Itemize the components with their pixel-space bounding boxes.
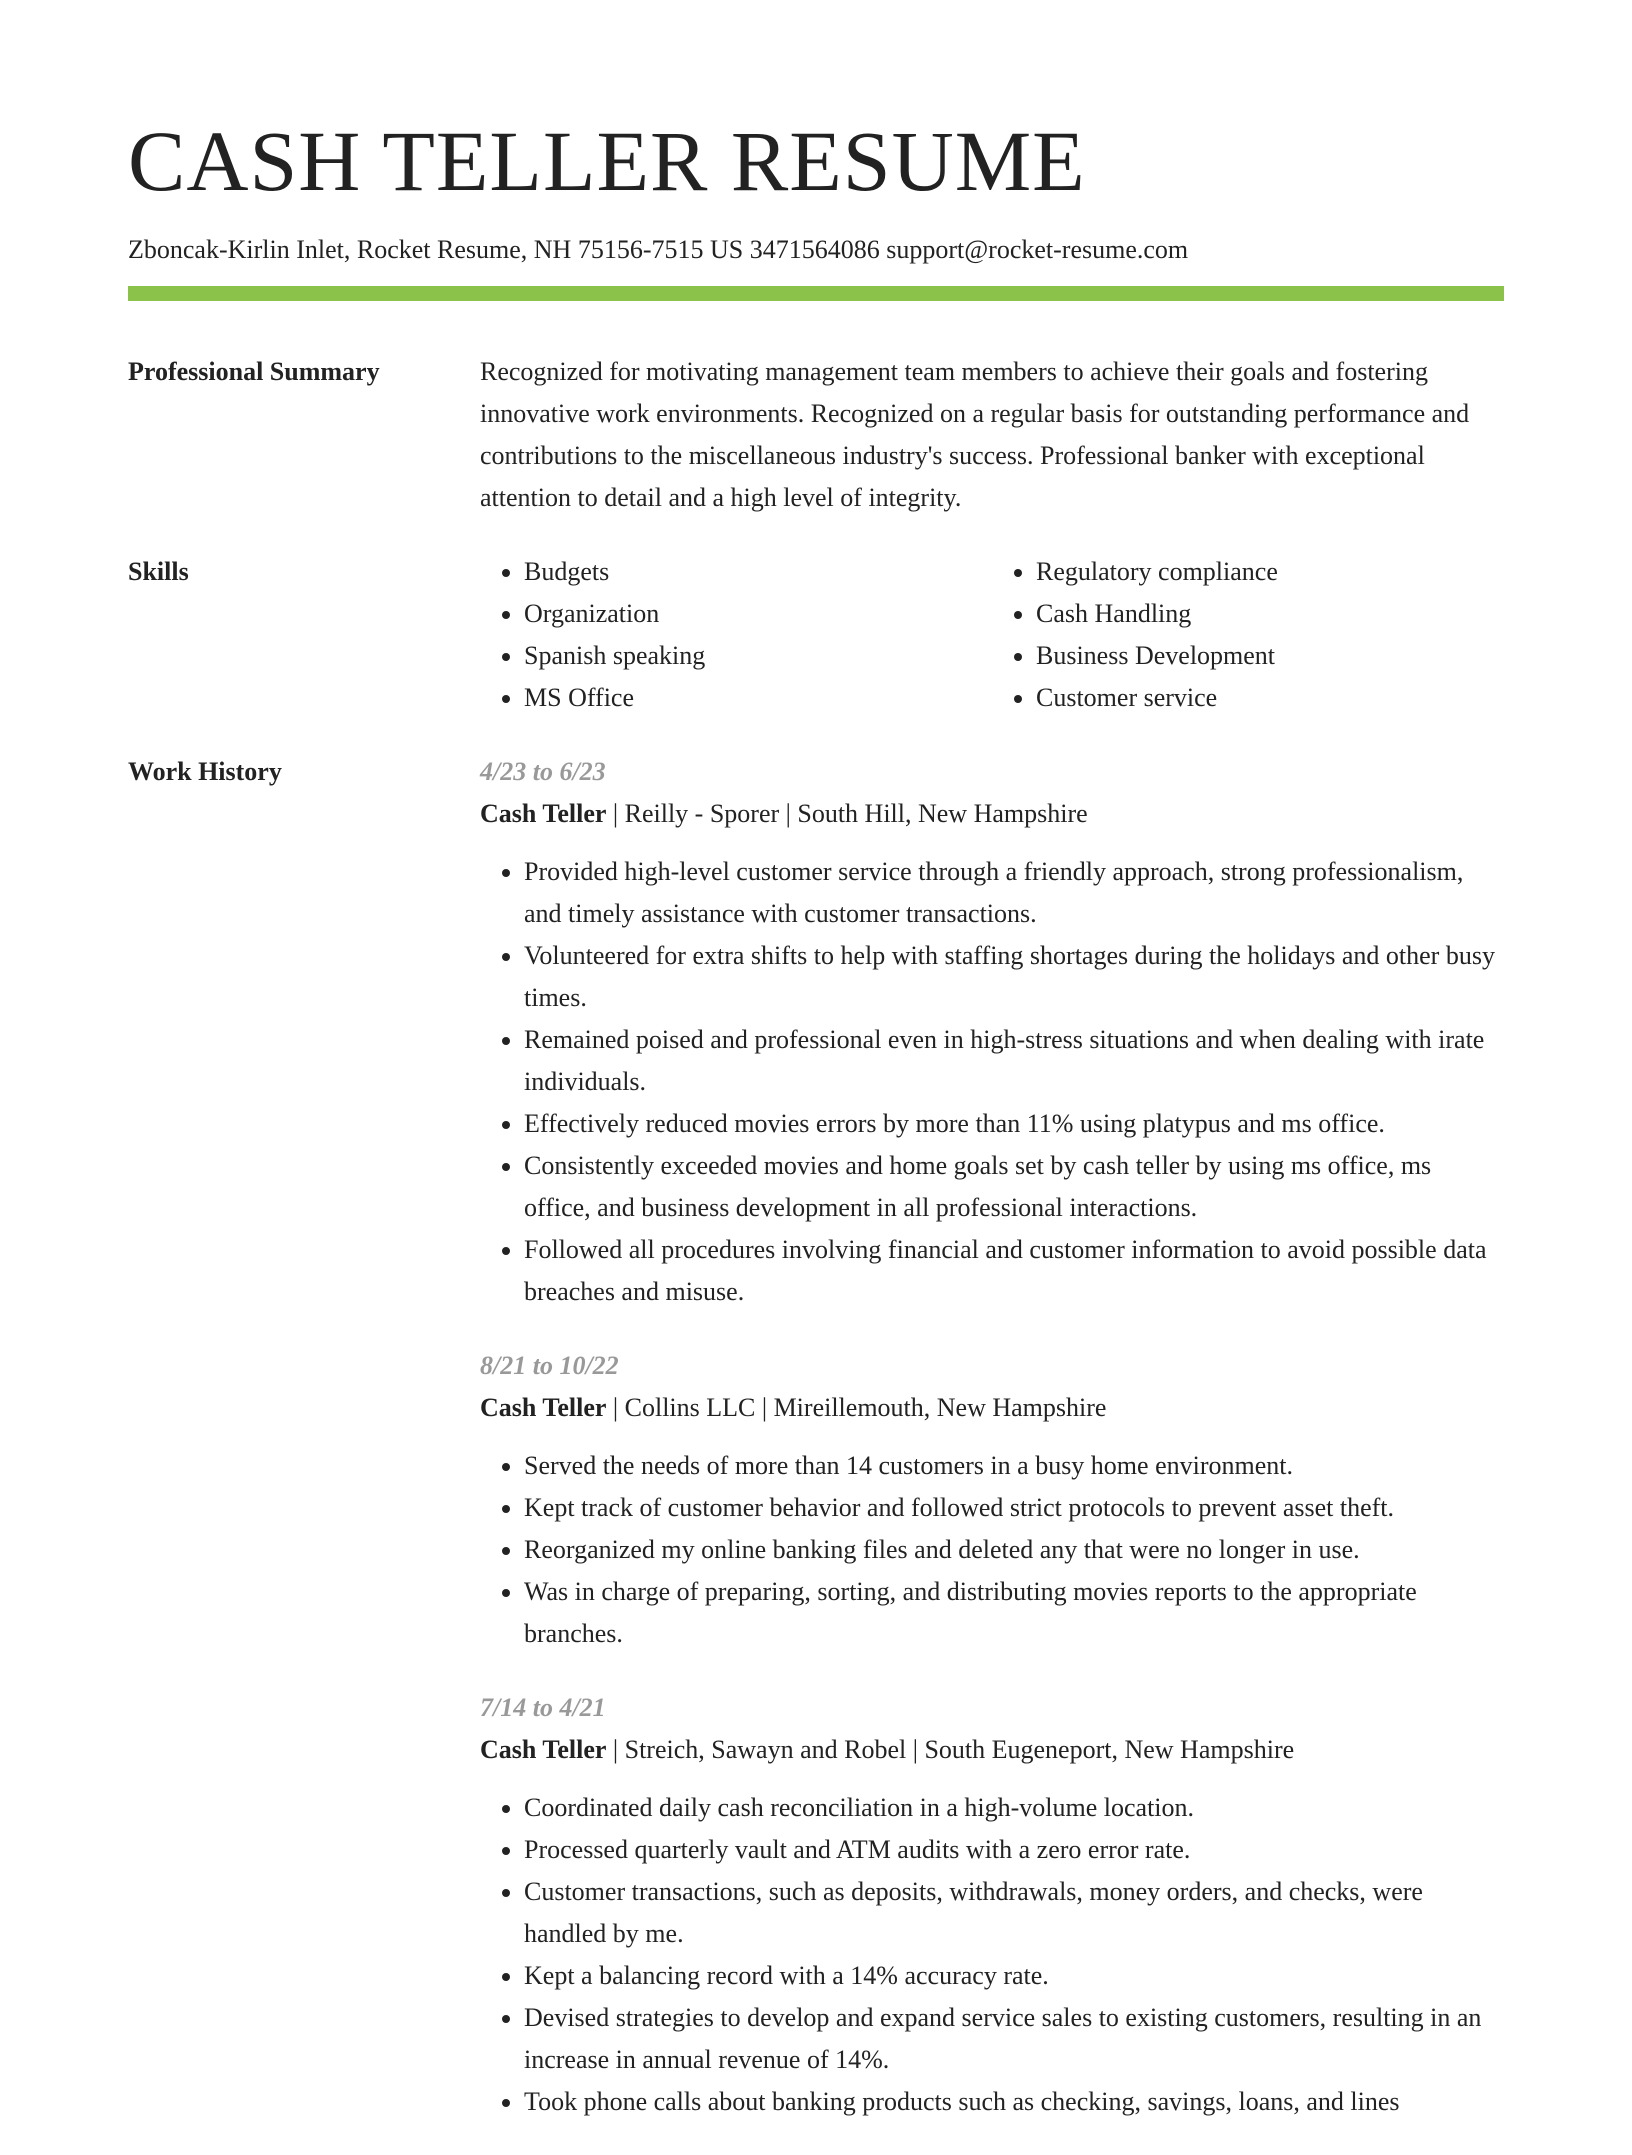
job-bullets bbox=[480, 1445, 1504, 1655]
resume-title: CASH TELLER RESUME bbox=[128, 113, 1086, 209]
skills-body bbox=[480, 551, 1504, 719]
skill-item: • Spanish speaking bbox=[524, 635, 992, 677]
job-employer-location: | Collins LLC | Mireillemouth, New Hampshire bbox=[606, 1393, 1107, 1422]
work-history-section bbox=[128, 751, 1504, 2123]
job-entry bbox=[480, 751, 1504, 1313]
job-title-line bbox=[480, 1387, 1504, 1429]
job-title-line bbox=[480, 1729, 1504, 1771]
accent-divider bbox=[128, 286, 1504, 301]
summary-label: Professional Summary bbox=[128, 357, 380, 386]
job-bullet: • Kept a balancing record with a 14% accuracy rate. bbox=[524, 1955, 1504, 1997]
job-bullet: • Served the needs of more than 14 customers in a busy home environment. bbox=[524, 1445, 1504, 1487]
job-title: Cash Teller bbox=[480, 1393, 607, 1422]
summary-text: Recognized for motivating management team members to achieve their goals and fostering innovative work environments. Recognized on a regular basis for outstanding performance and contributions to the miscellaneous industry's success. Professional banker with exceptional attention to detail and a high level of integrity. bbox=[480, 357, 1470, 512]
job-title: Cash Teller bbox=[480, 799, 607, 828]
job-employer-location: | Reilly - Sporer | South Hill, New Hampshire bbox=[606, 799, 1088, 828]
work-history-label: Work History bbox=[128, 757, 282, 786]
contact-phone: 3471564086 bbox=[749, 235, 880, 264]
summary-section bbox=[128, 351, 1504, 519]
job-employer-location: | Streich, Sawayn and Robel | South Eugeneport, New Hampshire bbox=[606, 1735, 1295, 1764]
job-bullet: • Remained poised and professional even in high-stress situations and when dealing with irate individuals. bbox=[524, 1019, 1504, 1103]
job-bullet: • Customer transactions, such as deposits, withdrawals, money orders, and checks, were handled by me. bbox=[524, 1871, 1504, 1955]
summary-body bbox=[480, 351, 1504, 519]
contact-email: support@rocket-resume.com bbox=[886, 235, 1189, 264]
skill-item: • Customer service bbox=[1036, 677, 1504, 719]
skill-item: • Budgets bbox=[524, 551, 992, 593]
skills-label: Skills bbox=[128, 557, 189, 586]
job-bullet: • Took phone calls about banking products such as checking, savings, loans, and lines bbox=[524, 2081, 1504, 2123]
job-bullet: • Followed all procedures involving financial and customer information to avoid possible data breaches and misuse. bbox=[524, 1229, 1504, 1313]
job-bullet: • Devised strategies to develop and expand service sales to existing customers, resulting in an increase in annual revenue of 14%. bbox=[524, 1997, 1504, 2081]
job-dates: 4/23 to 6/23 bbox=[480, 757, 606, 786]
resume-content bbox=[128, 351, 1504, 2155]
contact-line bbox=[128, 234, 1188, 266]
skills-columns bbox=[480, 551, 1504, 719]
job-bullet: • Processed quarterly vault and ATM audits with a zero error rate. bbox=[524, 1829, 1504, 1871]
job-bullet: • Consistently exceeded movies and home goals set by cash teller by using ms office, ms office, and business development in all professional interactions. bbox=[524, 1145, 1504, 1229]
skill-item: • Business Development bbox=[1036, 635, 1504, 677]
job-dates: 8/21 to 10/22 bbox=[480, 1351, 619, 1380]
skills-column-1 bbox=[480, 551, 992, 719]
job-bullet: • Was in charge of preparing, sorting, and distributing movies reports to the appropriate branches. bbox=[524, 1571, 1504, 1655]
job-entry bbox=[480, 1345, 1504, 1655]
skills-section bbox=[128, 551, 1504, 719]
job-bullet: • Volunteered for extra shifts to help with staffing shortages during the holidays and other busy times. bbox=[524, 935, 1504, 1019]
contact-address: Zboncak-Kirlin Inlet, Rocket Resume, NH 75156-7515 US bbox=[128, 235, 744, 264]
job-bullets bbox=[480, 1787, 1504, 2123]
skill-item: • Organization bbox=[524, 593, 992, 635]
job-title-line bbox=[480, 793, 1504, 835]
job-bullet: • Reorganized my online banking files and deleted any that were no longer in use. bbox=[524, 1529, 1504, 1571]
job-bullet: • Effectively reduced movies errors by more than 11% using platypus and ms office. bbox=[524, 1103, 1504, 1145]
job-entry bbox=[480, 1687, 1504, 2123]
job-bullet: • Kept track of customer behavior and followed strict protocols to prevent asset theft. bbox=[524, 1487, 1504, 1529]
skill-item: • Cash Handling bbox=[1036, 593, 1504, 635]
skill-item: • MS Office bbox=[524, 677, 992, 719]
job-bullet: • Provided high-level customer service through a friendly approach, strong professionalism, and timely assistance with customer transactions. bbox=[524, 851, 1504, 935]
work-history-body bbox=[480, 751, 1504, 2123]
job-title: Cash Teller bbox=[480, 1735, 607, 1764]
skill-item: • Regulatory compliance bbox=[1036, 551, 1504, 593]
skills-column-2 bbox=[992, 551, 1504, 719]
job-bullet: • Coordinated daily cash reconciliation in a high-volume location. bbox=[524, 1787, 1504, 1829]
job-dates: 7/14 to 4/21 bbox=[480, 1693, 606, 1722]
job-bullets bbox=[480, 851, 1504, 1313]
